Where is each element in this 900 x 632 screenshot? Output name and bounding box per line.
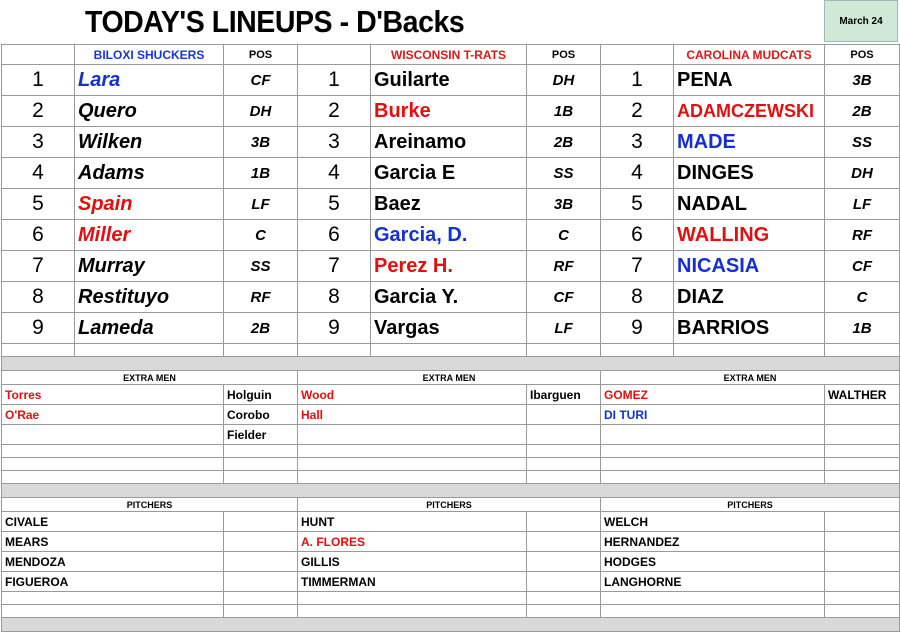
extra-man [527, 405, 601, 425]
player-position: SS [224, 251, 298, 282]
empty-cell [527, 532, 601, 552]
empty-cell [825, 572, 900, 592]
extra-men-header [2, 371, 900, 385]
empty-cell [527, 445, 601, 458]
separator [2, 484, 900, 498]
player-position: SS [527, 158, 601, 189]
batting-order-number: 1 [298, 65, 371, 96]
empty-row [2, 445, 900, 458]
empty-cell [224, 532, 298, 552]
table-row [2, 313, 900, 344]
extra-man: DI TURI [601, 405, 825, 425]
player-name: Wilken [75, 127, 224, 158]
team-name-0: BILOXI SHUCKERS [75, 45, 224, 65]
batting-order-number: 7 [298, 251, 371, 282]
list-item [2, 552, 900, 572]
batting-order-number: 2 [298, 96, 371, 127]
extra-man [527, 425, 601, 445]
batting-order-number: 8 [2, 282, 75, 313]
extra-man: Wood [298, 385, 527, 405]
extra-man: WALTHER [825, 385, 900, 405]
header-blank [2, 45, 75, 65]
player-name: Quero [75, 96, 224, 127]
player-position: RF [825, 220, 900, 251]
empty-cell [224, 552, 298, 572]
list-item [2, 532, 900, 552]
header-blank [298, 45, 371, 65]
list-item [2, 405, 900, 425]
batting-order-number: 4 [601, 158, 674, 189]
table-row [2, 251, 900, 282]
extra-men-header-2: EXTRA MEN [601, 371, 900, 385]
player-position: 2B [527, 127, 601, 158]
empty-cell [224, 344, 298, 357]
pitcher-name: MENDOZA [2, 552, 224, 572]
empty-cell [825, 552, 900, 572]
empty-cell [825, 445, 900, 458]
empty-cell [2, 344, 75, 357]
empty-cell [224, 458, 298, 471]
batting-order-number: 1 [601, 65, 674, 96]
player-position: RF [224, 282, 298, 313]
player-position: 3B [825, 65, 900, 96]
date-badge [824, 0, 898, 42]
player-position: CF [527, 282, 601, 313]
player-name: PENA [674, 65, 825, 96]
empty-cell [298, 592, 527, 605]
pitcher-name: A. FLORES [298, 532, 527, 552]
pitcher-name: TIMMERMAN [298, 572, 527, 592]
player-name: DINGES [674, 158, 825, 189]
empty-cell [2, 605, 224, 618]
separator [2, 357, 900, 371]
player-name: WALLING [674, 220, 825, 251]
extra-man: Holguin [224, 385, 298, 405]
table-row [2, 65, 900, 96]
empty-cell [371, 344, 527, 357]
empty-cell [527, 512, 601, 532]
batting-order-number: 2 [2, 96, 75, 127]
player-position: 1B [825, 313, 900, 344]
batting-order-number: 4 [2, 158, 75, 189]
player-name: Burke [371, 96, 527, 127]
player-position: 1B [527, 96, 601, 127]
table-row [2, 189, 900, 220]
batting-order-number: 9 [2, 313, 75, 344]
extra-man [2, 425, 224, 445]
batting-order-number: 8 [601, 282, 674, 313]
separator-row [2, 618, 900, 632]
player-name: Garcia, D. [371, 220, 527, 251]
pos-header: POS [825, 45, 900, 65]
empty-cell [601, 471, 825, 484]
player-position: C [825, 282, 900, 313]
pitcher-name: LANGHORNE [601, 572, 825, 592]
extra-man: Hall [298, 405, 527, 425]
player-position: DH [224, 96, 298, 127]
empty-row [2, 592, 900, 605]
empty-cell [601, 344, 674, 357]
batting-order-number: 6 [298, 220, 371, 251]
player-position: 2B [825, 96, 900, 127]
empty-cell [298, 445, 527, 458]
table-row [2, 220, 900, 251]
empty-cell [298, 605, 527, 618]
empty-cell [825, 532, 900, 552]
empty-cell [825, 344, 900, 357]
pos-header: POS [527, 45, 601, 65]
extra-man: Ibarguen [527, 385, 601, 405]
player-position: 3B [224, 127, 298, 158]
table-row [2, 158, 900, 189]
extra-man [601, 425, 825, 445]
list-item [2, 425, 900, 445]
empty-cell [298, 344, 371, 357]
extra-man [825, 425, 900, 445]
batting-order-number: 8 [298, 282, 371, 313]
extra-men-header-0: EXTRA MEN [2, 371, 298, 385]
empty-cell [2, 592, 224, 605]
batting-order-number: 4 [298, 158, 371, 189]
empty-cell [527, 552, 601, 572]
batting-order-number: 3 [298, 127, 371, 158]
player-name: Garcia Y. [371, 282, 527, 313]
pitcher-name: HUNT [298, 512, 527, 532]
empty-row [2, 458, 900, 471]
player-position: CF [224, 65, 298, 96]
pitcher-name: MEARS [2, 532, 224, 552]
table-row [2, 96, 900, 127]
empty-cell [224, 445, 298, 458]
pitcher-name: HODGES [601, 552, 825, 572]
player-name: BARRIOS [674, 313, 825, 344]
batting-order-number: 6 [2, 220, 75, 251]
player-position: 1B [224, 158, 298, 189]
pitcher-name: CIVALE [2, 512, 224, 532]
empty-cell [825, 592, 900, 605]
player-position: SS [825, 127, 900, 158]
batting-order-number: 2 [601, 96, 674, 127]
empty-cell [75, 344, 224, 357]
batting-order-number: 1 [2, 65, 75, 96]
empty-cell [674, 344, 825, 357]
player-position: LF [224, 189, 298, 220]
pitchers-header-1: PITCHERS [298, 498, 601, 512]
empty-cell [601, 458, 825, 471]
batting-order-number: 9 [298, 313, 371, 344]
extra-man: GOMEZ [601, 385, 825, 405]
empty-cell [601, 445, 825, 458]
separator-row [2, 484, 900, 498]
player-position: DH [527, 65, 601, 96]
player-position: CF [825, 251, 900, 282]
player-name: Perez H. [371, 251, 527, 282]
batting-order-number: 5 [601, 189, 674, 220]
batting-order-number: 9 [601, 313, 674, 344]
pitchers-header [2, 498, 900, 512]
empty-cell [2, 458, 224, 471]
empty-cell [601, 592, 825, 605]
empty-cell [224, 471, 298, 484]
empty-cell [527, 458, 601, 471]
player-position: LF [527, 313, 601, 344]
player-name: Garcia E [371, 158, 527, 189]
player-name: NICASIA [674, 251, 825, 282]
empty-cell [825, 458, 900, 471]
pitcher-name: GILLIS [298, 552, 527, 572]
empty-cell [224, 605, 298, 618]
player-position: C [224, 220, 298, 251]
list-item [2, 572, 900, 592]
extra-man [825, 405, 900, 425]
empty-cell [2, 471, 224, 484]
empty-cell [527, 605, 601, 618]
empty-cell [527, 572, 601, 592]
list-item [2, 512, 900, 532]
extra-men-header-1: EXTRA MEN [298, 371, 601, 385]
extra-man: Fielder [224, 425, 298, 445]
empty-cell [298, 471, 527, 484]
player-position: 3B [527, 189, 601, 220]
player-name: Lara [75, 65, 224, 96]
extra-man: O'Rae [2, 405, 224, 425]
batting-order-number: 7 [601, 251, 674, 282]
pitchers-header-2: PITCHERS [601, 498, 900, 512]
empty-cell [825, 471, 900, 484]
empty-cell [527, 471, 601, 484]
player-name: Murray [75, 251, 224, 282]
player-name: NADAL [674, 189, 825, 220]
team-header-row [2, 45, 900, 65]
player-position: C [527, 220, 601, 251]
date-label: March 24 [839, 15, 883, 27]
spacer-row [2, 344, 900, 357]
table-row [2, 282, 900, 313]
empty-cell [825, 512, 900, 532]
batting-order-number: 5 [298, 189, 371, 220]
player-name: Guilarte [371, 65, 527, 96]
separator [2, 618, 900, 632]
player-name: ADAMCZEWSKI [674, 96, 825, 127]
player-name: Miller [75, 220, 224, 251]
table-row [2, 127, 900, 158]
extra-man: Torres [2, 385, 224, 405]
empty-cell [527, 344, 601, 357]
empty-cell [224, 592, 298, 605]
batting-order-number: 6 [601, 220, 674, 251]
separator-row [2, 357, 900, 371]
player-name: Restituyo [75, 282, 224, 313]
pitcher-name: HERNANDEZ [601, 532, 825, 552]
player-position: DH [825, 158, 900, 189]
empty-cell [825, 605, 900, 618]
player-name: DIAZ [674, 282, 825, 313]
team-name-1: WISCONSIN T-RATS [371, 45, 527, 65]
pitcher-name: WELCH [601, 512, 825, 532]
pos-header: POS [224, 45, 298, 65]
player-name: Vargas [371, 313, 527, 344]
player-name: Adams [75, 158, 224, 189]
empty-cell [224, 572, 298, 592]
team-name-2: CAROLINA MUDCATS [674, 45, 825, 65]
header-blank [601, 45, 674, 65]
pitchers-header-0: PITCHERS [2, 498, 298, 512]
empty-cell [224, 512, 298, 532]
empty-row [2, 605, 900, 618]
page-title: TODAY'S LINEUPS - D'Backs [85, 4, 465, 39]
batting-order-number: 3 [601, 127, 674, 158]
empty-cell [527, 592, 601, 605]
player-position: 2B [224, 313, 298, 344]
player-position: RF [527, 251, 601, 282]
extra-man [298, 425, 527, 445]
extra-man: Corobo [224, 405, 298, 425]
batting-order-number: 3 [2, 127, 75, 158]
pitcher-name: FIGUEROA [2, 572, 224, 592]
batting-order-number: 7 [2, 251, 75, 282]
player-position: LF [825, 189, 900, 220]
player-name: Spain [75, 189, 224, 220]
empty-cell [298, 458, 527, 471]
empty-cell [601, 605, 825, 618]
batting-order-number: 5 [2, 189, 75, 220]
empty-cell [2, 445, 224, 458]
player-name: Areinamo [371, 127, 527, 158]
player-name: Lameda [75, 313, 224, 344]
player-name: MADE [674, 127, 825, 158]
lineup-sheet [1, 44, 900, 632]
player-name: Baez [371, 189, 527, 220]
empty-row [2, 471, 900, 484]
list-item [2, 385, 900, 405]
